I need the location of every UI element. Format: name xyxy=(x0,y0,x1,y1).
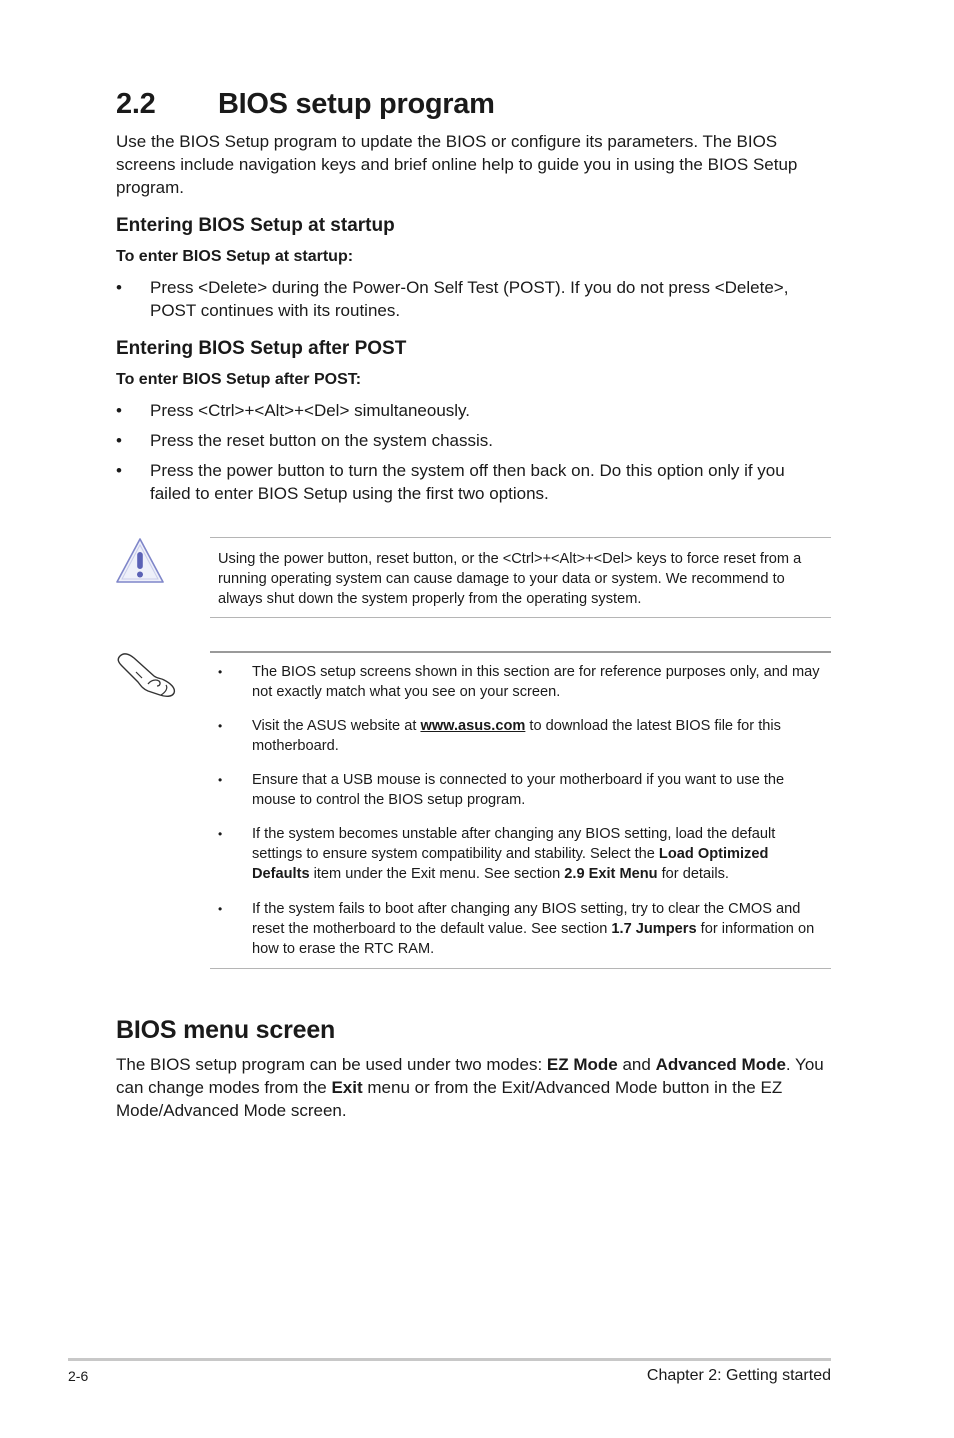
note-top-rule xyxy=(210,651,831,653)
list-item-text: Press the power button to turn the system off then back on. Do this option only if you failed to enter BIOS Setup using the first two options. xyxy=(150,461,785,503)
bullet-marker: • xyxy=(116,461,122,480)
warning-top-rule xyxy=(210,537,831,538)
after-post-subheading: To enter BIOS Setup after POST: xyxy=(116,371,362,388)
text-span: The BIOS setup program can be used under two modes: xyxy=(116,1055,547,1074)
page-title xyxy=(116,88,495,121)
list-item-text: The BIOS setup screens shown in this section are for reference purposes only, and may not exactly match what you see on your screen. xyxy=(252,664,820,701)
text-span: If the system becomes unstable after changing any BIOS setting, load the default settings to ensure system compatibility and stability. Select the xyxy=(252,826,776,863)
list-item-text: Press the reset button on the system chassis. xyxy=(150,431,493,450)
after-post-heading: Entering BIOS Setup after POST xyxy=(116,338,407,359)
text-span: item under the Exit menu. See section xyxy=(309,866,565,883)
list-item-text: Press <Delete> during the Power-On Self Test (POST). If you do not press <Delete>, POST continues with its routines. xyxy=(150,278,789,320)
bullet-marker: • xyxy=(218,902,223,916)
hand-note-icon xyxy=(114,648,180,700)
list-item-text: Ensure that a USB mouse is connected to your motherboard if you want to use the mouse to control the BIOS setup program. xyxy=(252,772,785,809)
section-title: BIOS setup program xyxy=(218,88,495,120)
bold-text: EZ Mode xyxy=(546,1055,618,1074)
text-span: Visit the ASUS website at xyxy=(252,718,421,734)
text-span: If the system fails to boot after changing any BIOS setting, try to clear the CMOS and reset the motherboard to the default value. See section xyxy=(252,901,801,938)
bold-text: 1.7 Jumpers xyxy=(611,921,697,938)
text-span: to download the latest BIOS file for this motherboard. xyxy=(252,718,781,755)
note-bottom-rule xyxy=(210,968,831,969)
bold-text: Exit xyxy=(331,1078,363,1097)
list-item-text xyxy=(252,899,827,960)
text-span: for information on how to erase the RTC RAM. xyxy=(252,921,815,958)
bullet-marker: • xyxy=(218,773,223,787)
list-item-text xyxy=(252,716,827,756)
bullet-marker: • xyxy=(218,827,223,841)
text-span: and xyxy=(617,1055,656,1074)
warning-bottom-rule xyxy=(210,617,831,618)
bold-text: Advanced Mode xyxy=(655,1055,786,1074)
page-number: 2-6 xyxy=(68,1368,89,1384)
intro-paragraph: Use the BIOS Setup program to update the BIOS or configure its parameters. The BIOS screens include navigation keys and brief online help to guide you in using the BIOS Setup program. xyxy=(116,132,798,197)
text-span: for details. xyxy=(657,866,729,883)
menu-screen-heading: BIOS menu screen xyxy=(116,1016,336,1044)
menu-screen-paragraph xyxy=(116,1053,836,1122)
bullet-marker: • xyxy=(116,431,122,450)
bold-text: 2.9 Exit Menu xyxy=(564,866,658,883)
startup-heading: Entering BIOS Setup at startup xyxy=(116,215,395,236)
bullet-marker: • xyxy=(218,719,223,733)
warning-text: Using the power button, reset button, or the <Ctrl>+<Alt>+<Del> keys to force reset from a running operating system can cause damage to your data or system. We recommend to always shut down the system properly from the operating system. xyxy=(218,551,802,608)
text-span: . You can change modes from the xyxy=(116,1055,824,1097)
bullet-marker: • xyxy=(116,401,122,420)
section-number: 2.2 xyxy=(116,88,156,120)
startup-subheading: To enter BIOS Setup at startup: xyxy=(116,248,354,265)
list-item-text: Press <Ctrl>+<Alt>+<Del> simultaneously. xyxy=(150,401,471,420)
chapter-label: Chapter 2: Getting started xyxy=(646,1367,831,1384)
bold-text: Load Optimized Defaults xyxy=(252,846,769,883)
warning-triangle-icon xyxy=(114,535,166,587)
bullet-marker: • xyxy=(218,665,223,679)
bullet-marker: • xyxy=(116,278,122,297)
footer-rule xyxy=(68,1358,831,1361)
list-item-text xyxy=(252,824,827,885)
asus-website-link[interactable]: www.asus.com xyxy=(420,718,526,734)
text-span: menu or from the Exit/Advanced Mode button in the EZ Mode/Advanced Mode screen. xyxy=(116,1078,783,1120)
